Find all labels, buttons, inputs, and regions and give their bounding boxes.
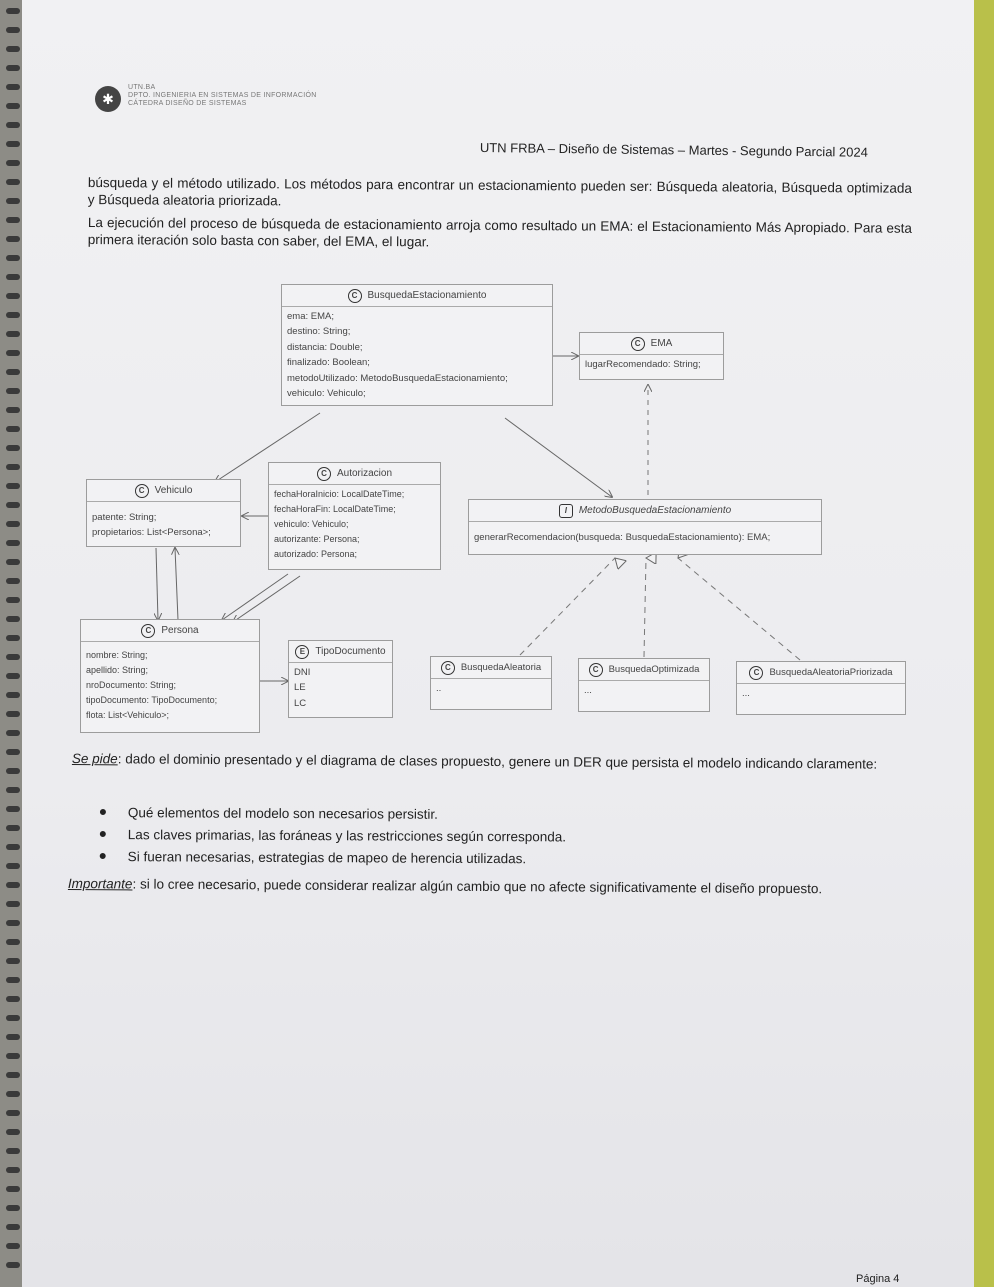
- class-persona: [80, 619, 260, 733]
- enum-tipo-documento: [288, 640, 393, 718]
- class-icon: C: [141, 624, 155, 638]
- important-lead: Importante: [67, 876, 133, 892]
- class-body: ...: [742, 687, 750, 699]
- interface-icon: I: [559, 504, 573, 518]
- enum-value: LE: [294, 682, 306, 693]
- intro-paragraph-2: La ejecución del proceso de búsqueda de estacionamiento arroja como resultado un EMA: el Estacionamiento Más Apropiado. Para esta primera iteración solo basta con saber, del EMA, el lugar.: [87, 214, 912, 250]
- class-icon: C: [135, 484, 149, 498]
- class-name: BusquedaAleatoriaPriorizada: [769, 667, 893, 678]
- institution-dept: DPTO. INGENIERIA EN SISTEMAS DE INFORMACIÓN: [128, 92, 317, 99]
- class-name: Persona: [161, 625, 199, 636]
- intro-paragraph-1: búsqueda y el método utilizado. Los métodos para encontrar un estacionamiento pueden ser: Búsqueda aleatoria, Búsqueda optimizada y Búsqueda aleatoria priorizada.: [87, 174, 912, 209]
- class-icon: C: [631, 337, 645, 351]
- attribute: propietarios: List<Persona>;: [92, 527, 211, 538]
- enum-icon: E: [295, 645, 309, 659]
- class-icon: C: [749, 666, 763, 680]
- class-vehiculo: [86, 479, 241, 547]
- class-name: EMA: [650, 338, 673, 349]
- attribute: nroDocumento: String;: [86, 679, 177, 690]
- class-busqueda-optimizada: [578, 658, 710, 712]
- class-autorizacion: [268, 462, 441, 570]
- attribute: nombre: String;: [86, 649, 148, 660]
- attribute: fechaHoraFin: LocalDateTime;: [274, 503, 396, 514]
- class-ema: [579, 332, 724, 380]
- attribute: fechaHoraInicio: LocalDateTime;: [274, 488, 405, 499]
- important-text: : si lo cree necesario, puede considerar realizar algún cambio que no afecte significativamente el diseño propuesto.: [132, 876, 823, 897]
- attribute: vehiculo: Vehiculo;: [287, 388, 366, 399]
- class-name: BusquedaAleatoria: [460, 662, 542, 673]
- list-item: Qué elementos del modelo son necesarios persistir.: [100, 801, 566, 825]
- class-name: BusquedaEstacionamiento: [367, 290, 487, 301]
- class-icon: C: [348, 289, 362, 303]
- attribute: metodoUtilizado: MetodoBusquedaEstacionamiento;: [287, 372, 508, 384]
- attribute: distancia: Double;: [287, 341, 363, 353]
- class-name: Autorizacion: [336, 468, 393, 479]
- class-body: ...: [584, 684, 592, 696]
- enum-value: LC: [294, 697, 307, 709]
- method: generarRecomendacion(busqueda: BusquedaEstacionamiento): EMA;: [474, 531, 771, 543]
- class-icon: C: [317, 467, 331, 481]
- class-name: MetodoBusquedaEstacionamiento: [578, 505, 732, 516]
- attribute: autorizante: Persona;: [274, 533, 360, 544]
- bullet-icon: [100, 809, 106, 815]
- attribute: tipoDocumento: TipoDocumento;: [86, 694, 218, 705]
- exam-header: UTN FRBA – Diseño de Sistemas – Martes - Segundo Parcial 2024: [479, 140, 868, 160]
- class-name: Vehiculo: [154, 485, 193, 496]
- class-busqueda-aleatoria: [430, 656, 552, 710]
- bullet-icon: [100, 831, 106, 837]
- attribute: destino: String;: [287, 326, 351, 337]
- class-busqueda-aleatoria-priorizada: [736, 661, 906, 715]
- class-name: BusquedaOptimizada: [608, 664, 700, 675]
- class-body: ..: [436, 682, 442, 694]
- bullet-icon: [100, 853, 106, 859]
- university-logo-icon: ✱: [95, 86, 121, 112]
- page-number: Página 4: [856, 1273, 900, 1285]
- institution-name: UTN.BA: [128, 84, 156, 91]
- institution-chair: CÁTEDRA DISEÑO DE SISTEMAS: [128, 100, 247, 107]
- attribute: vehiculo: Vehiculo;: [274, 518, 349, 529]
- list-item: Las claves primarias, las foráneas y las restricciones según corresponda.: [100, 823, 566, 847]
- requirements-list: [100, 801, 567, 869]
- task-text: : dado el dominio presentado y el diagrama de clases propuesto, genere un DER que persista el modelo indicando claramente:: [117, 751, 878, 772]
- attribute: patente: String;: [92, 511, 157, 523]
- list-item: Si fueran necesarias, estrategias de mapeo de herencia utilizadas.: [100, 845, 566, 869]
- attribute: autorizado: Persona;: [274, 548, 358, 559]
- attribute: finalizado: Boolean;: [287, 357, 370, 368]
- class-icon: C: [441, 661, 455, 675]
- class-icon: C: [589, 663, 603, 677]
- attribute: ema: EMA;: [287, 310, 334, 322]
- attribute: flota: List<Vehiculo>;: [86, 709, 170, 720]
- attribute: lugarRecomendado: String;: [585, 358, 701, 370]
- class-name: TipoDocumento: [315, 646, 386, 657]
- interface-metodo-busqueda: [468, 499, 822, 555]
- attribute: apellido: String;: [86, 664, 149, 675]
- task-lead: Se pide: [71, 751, 118, 767]
- enum-value: DNI: [294, 666, 311, 678]
- class-busqueda-estacionamiento: [281, 284, 553, 406]
